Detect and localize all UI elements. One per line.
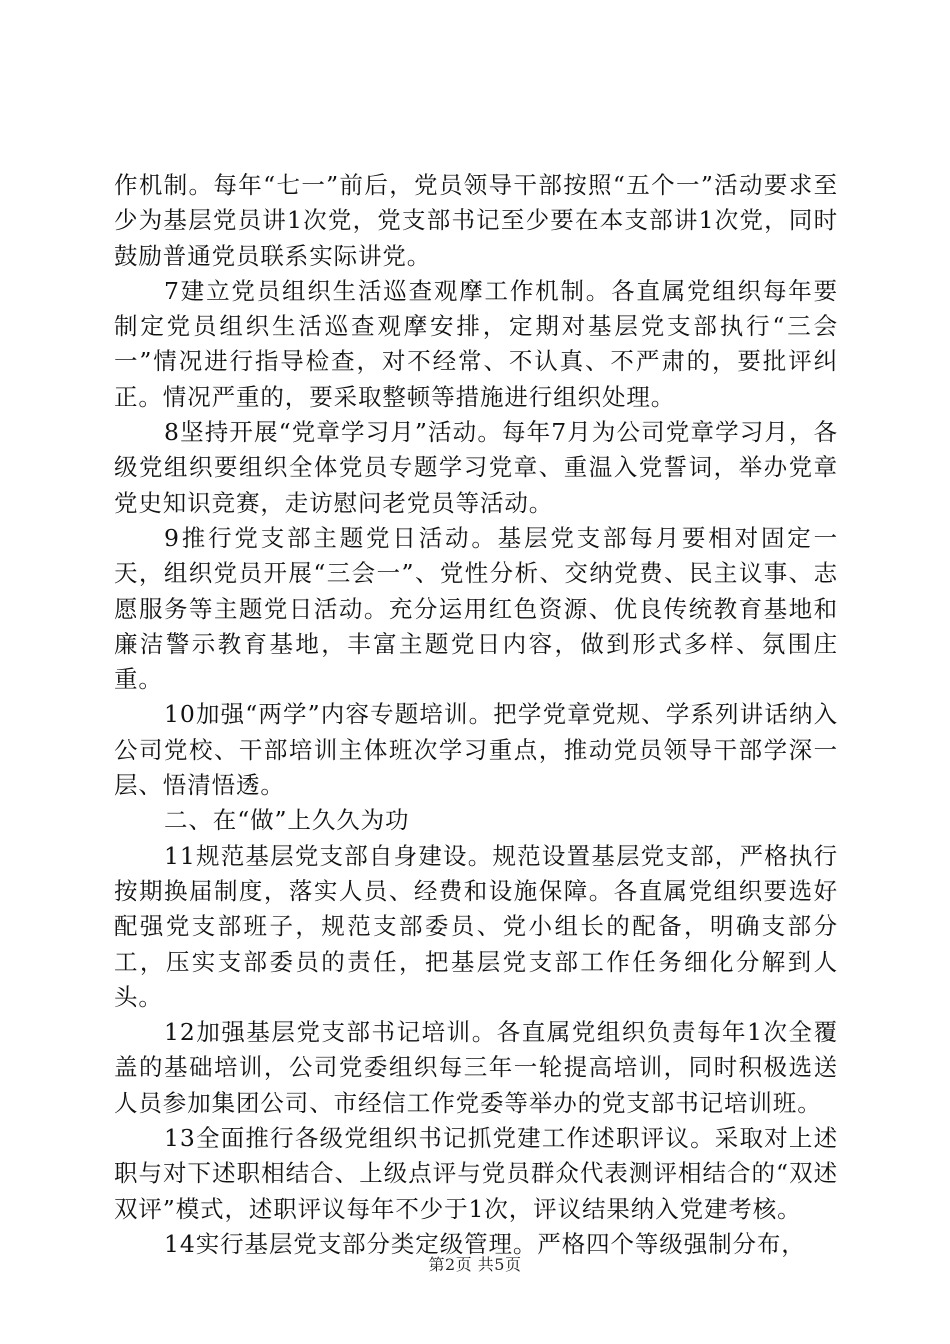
paragraph-item-9: 9推行党支部主题党日活动。基层党支部每月要相对固定一天，组织党员开展“三会一”、党性分析、交纳党费、民主议事、志愿服务等主题党日活动。充分运用红色资源、优良传统教育基地和廉洁警示教育基地，丰富主题党日内容，做到形式多样、氛围庄重。 [114, 523, 838, 694]
paragraph-item-8: 8坚持开展“党章学习月”活动。每年7月为公司党章学习月，各级党组织要组织全体党员专题学习党章、重温入党誓词，举办党章党史知识竞赛，走访慰问老党员等活动。 [114, 418, 838, 517]
page-footer: 第2页 共5页 [428, 1255, 522, 1274]
paragraph-item-12: 12加强基层党支部书记培训。各直属党组织负责每年1次全覆盖的基础培训，公司党委组织每三年一轮提高培训，同时积极选送人员参加集团公司、市经信工作党委等举办的党支部书记培训班。 [114, 1018, 838, 1117]
paragraph-item-11: 11规范基层党支部自身建设。规范设置基层党支部，严格执行按期换届制度，落实人员、经费和设施保障。各直属党组织要选好配强党支部班子，规范支部委员、党小组长的配备，明确支部分工，压实支部委员的责任，把基层党支部工作任务细化分解到人头。 [114, 841, 838, 1011]
document-body [114, 168, 838, 1262]
paragraph-item-13: 13全面推行各级党组织书记抓党建工作述职评议。采取对上述职与对下述职相结合、上级点评与党员群众代表测评相结合的“双述双评”模式，述职评议每年不少于1次，评议结果纳入党建考核。 [114, 1124, 838, 1223]
paragraph-continuation: 作机制。每年“七一”前后，党员领导干部按照“五个一”活动要求至少为基层党员讲1次党，党支部书记至少要在本支部讲1次党，同时鼓励普通党员联系实际讲党。 [114, 171, 838, 270]
paragraph-item-14: 14实行基层党支部分类定级管理。严格四个等级强制分布， [164, 1229, 806, 1258]
paragraph-item-7: 7建立党员组织生活巡查观摩工作机制。各直属党组织每年要制定党员组织生活巡查观摩安排，定期对基层党支部执行“三会一”情况进行指导检查，对不经常、不认真、不严肃的，要批评纠正。情况严重的，要采取整顿等措施进行组织处理。 [114, 276, 838, 411]
paragraph-item-10: 10加强“两学”内容专题培训。把学党章党规、学系列讲话纳入公司党校、干部培训主体班次学习重点，推动党员领导干部学深一层、悟清悟透。 [114, 700, 838, 800]
section-heading: 二、在“做”上久久为功 [164, 806, 410, 835]
